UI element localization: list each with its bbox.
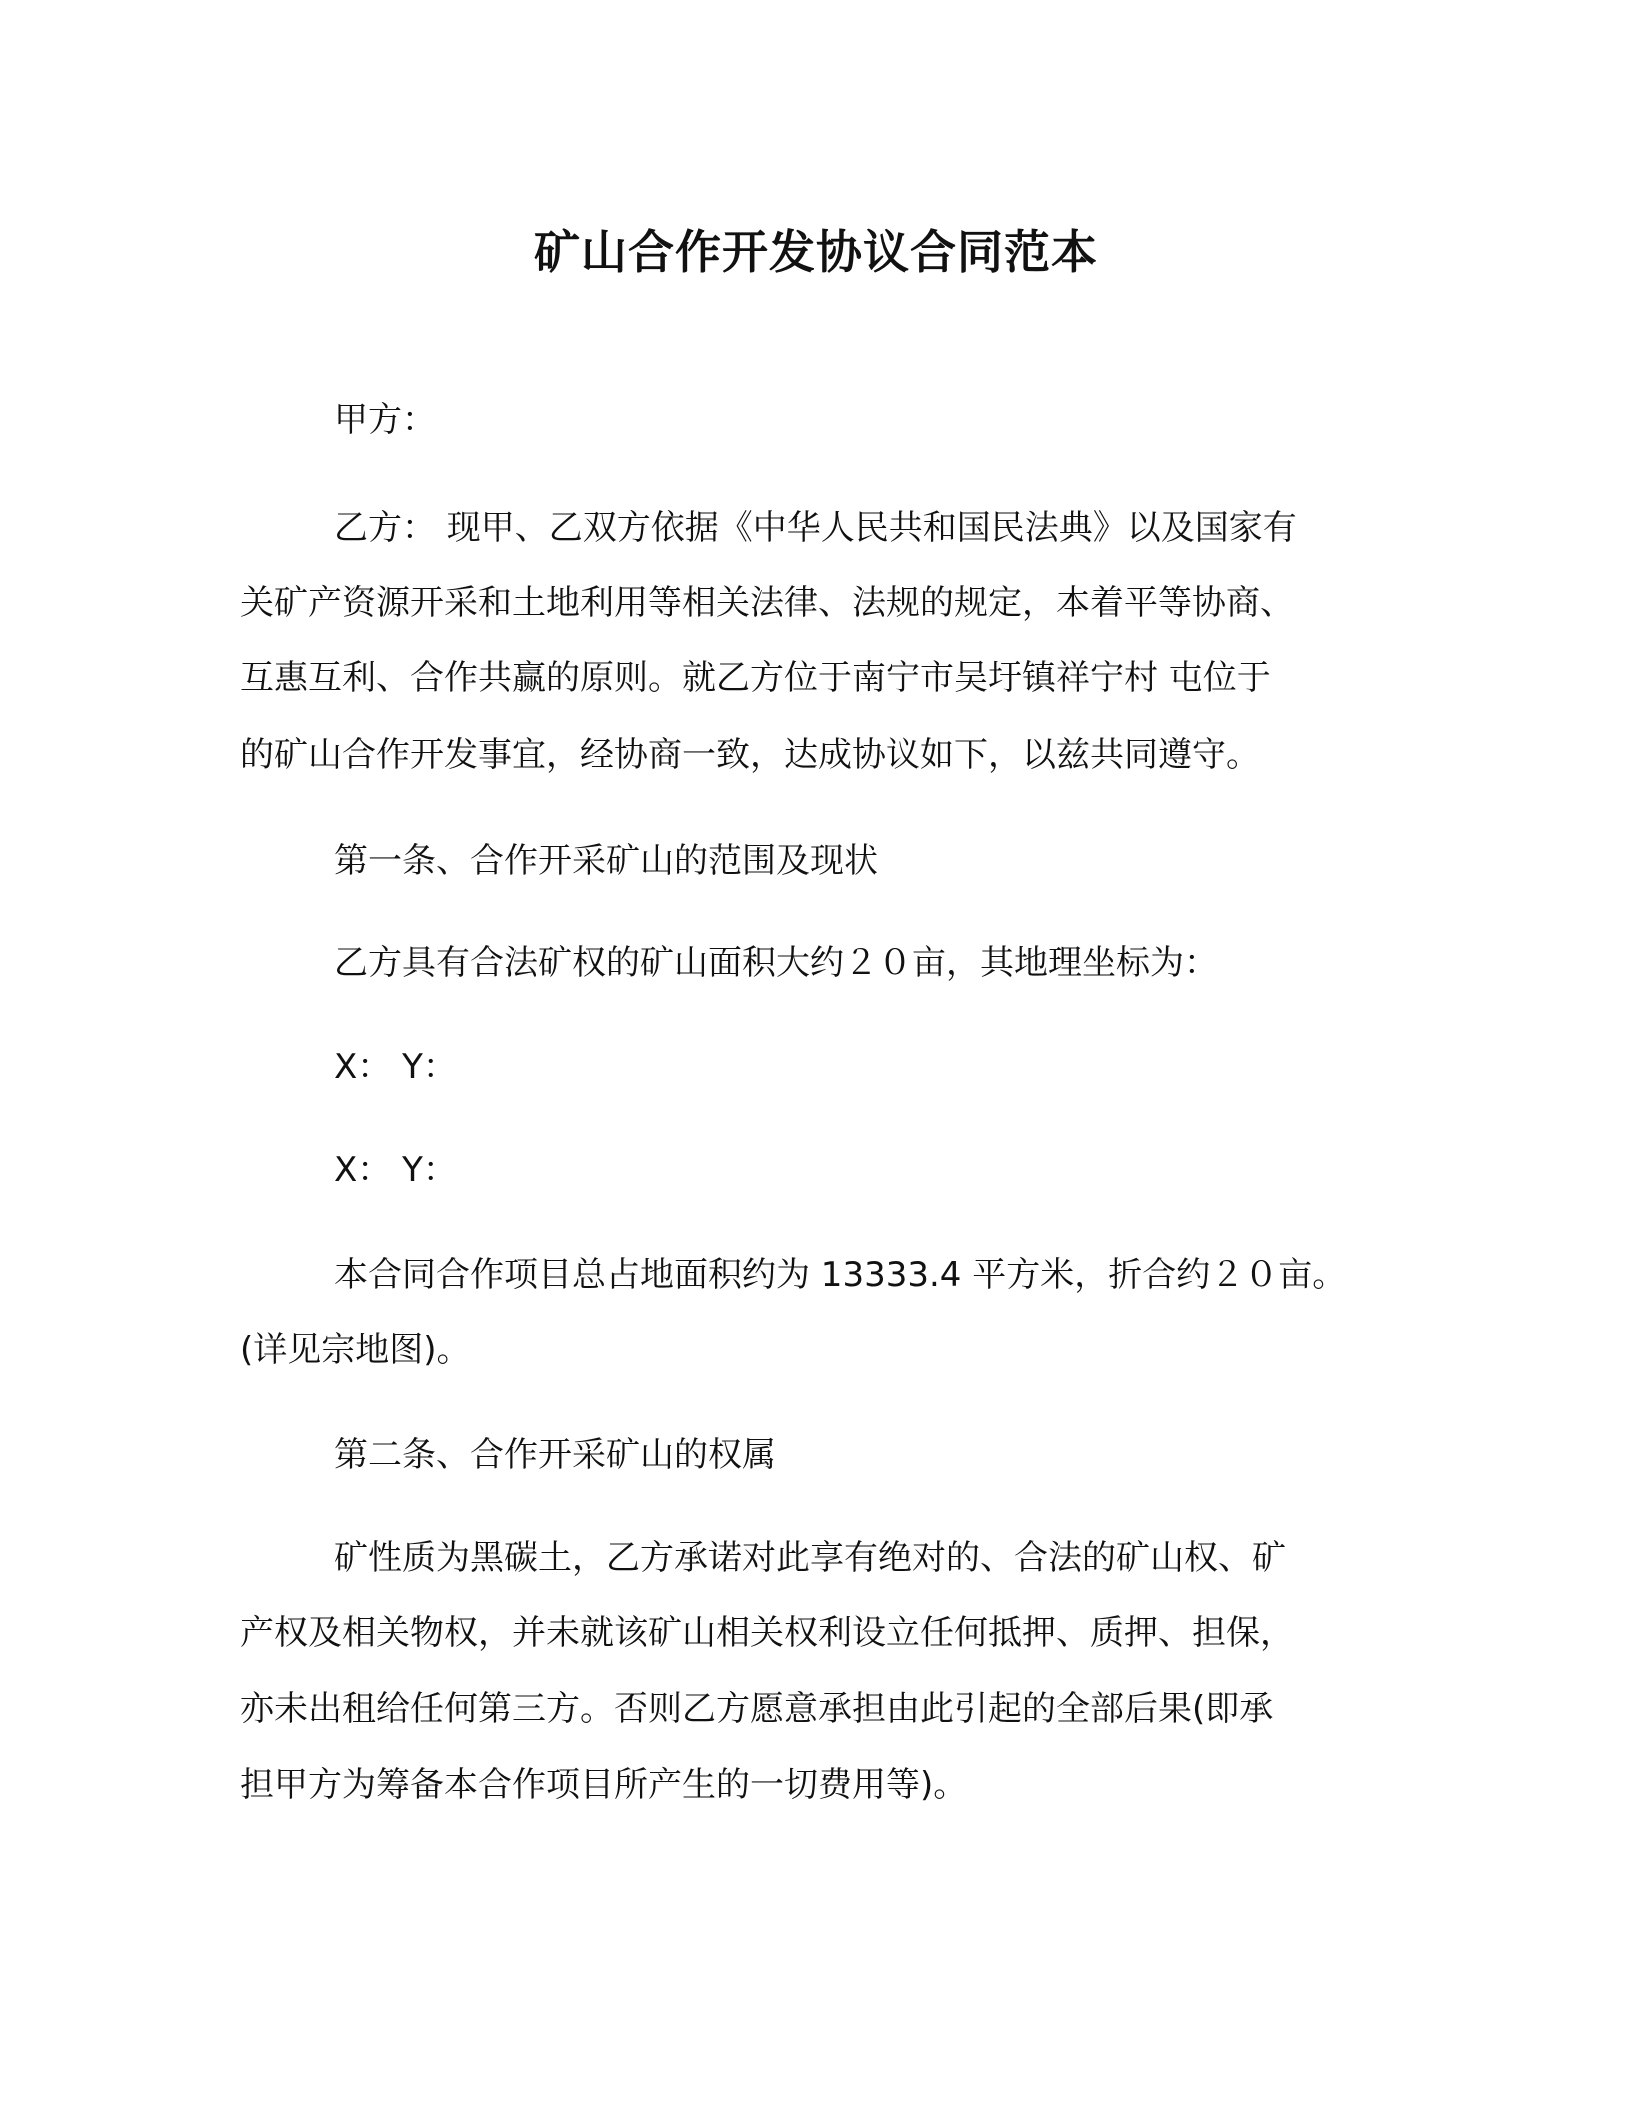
intro-line-4: 的矿山合作开发事宜，经协商一致，达成协议如下，以兹共同遵守。 [240,735,1260,775]
party-a-label: 甲方： [334,400,436,440]
intro-line-1: 乙方： 现甲、乙双方依据《中华人民共和国民法典》以及国家有 [334,508,1297,548]
intro-line-3: 互惠互利、合作共赢的原则。就乙方位于南宁市吴圩镇祥宁村 屯位于 [240,658,1271,698]
coordinate-line-2: X： Y： [334,1150,457,1190]
coordinate-line-1: X： Y： [334,1047,457,1087]
article1-area-text: 乙方具有合法矿权的矿山面积大约２０亩，其地理坐标为： [334,943,1218,983]
article2-line-4: 担甲方为筹备本合作项目所产生的一切费用等)。 [240,1765,968,1805]
article2-heading: 第二条、合作开采矿山的权属 [334,1435,776,1475]
article2-line-2: 产权及相关物权，并未就该矿山相关权利设立任何抵押、质押、担保， [240,1613,1294,1653]
article1-heading: 第一条、合作开采矿山的范围及现状 [334,841,878,881]
document-title: 矿山合作开发协议合同范本 [534,225,1098,279]
total-area-line-1: 本合同合作项目总占地面积约为 13333.4 平方米，折合约２０亩。 [334,1255,1347,1295]
total-area-line-2: (详见宗地图)。 [240,1330,471,1370]
article2-line-3: 亦未出租给任何第三方。否则乙方愿意承担由此引起的全部后果(即承 [240,1689,1274,1729]
article2-line-1: 矿性质为黑碳土，乙方承诺对此享有绝对的、合法的矿山权、矿 [334,1538,1286,1578]
intro-line-2: 关矿产资源开采和土地利用等相关法律、法规的规定，本着平等协商、 [240,583,1294,623]
